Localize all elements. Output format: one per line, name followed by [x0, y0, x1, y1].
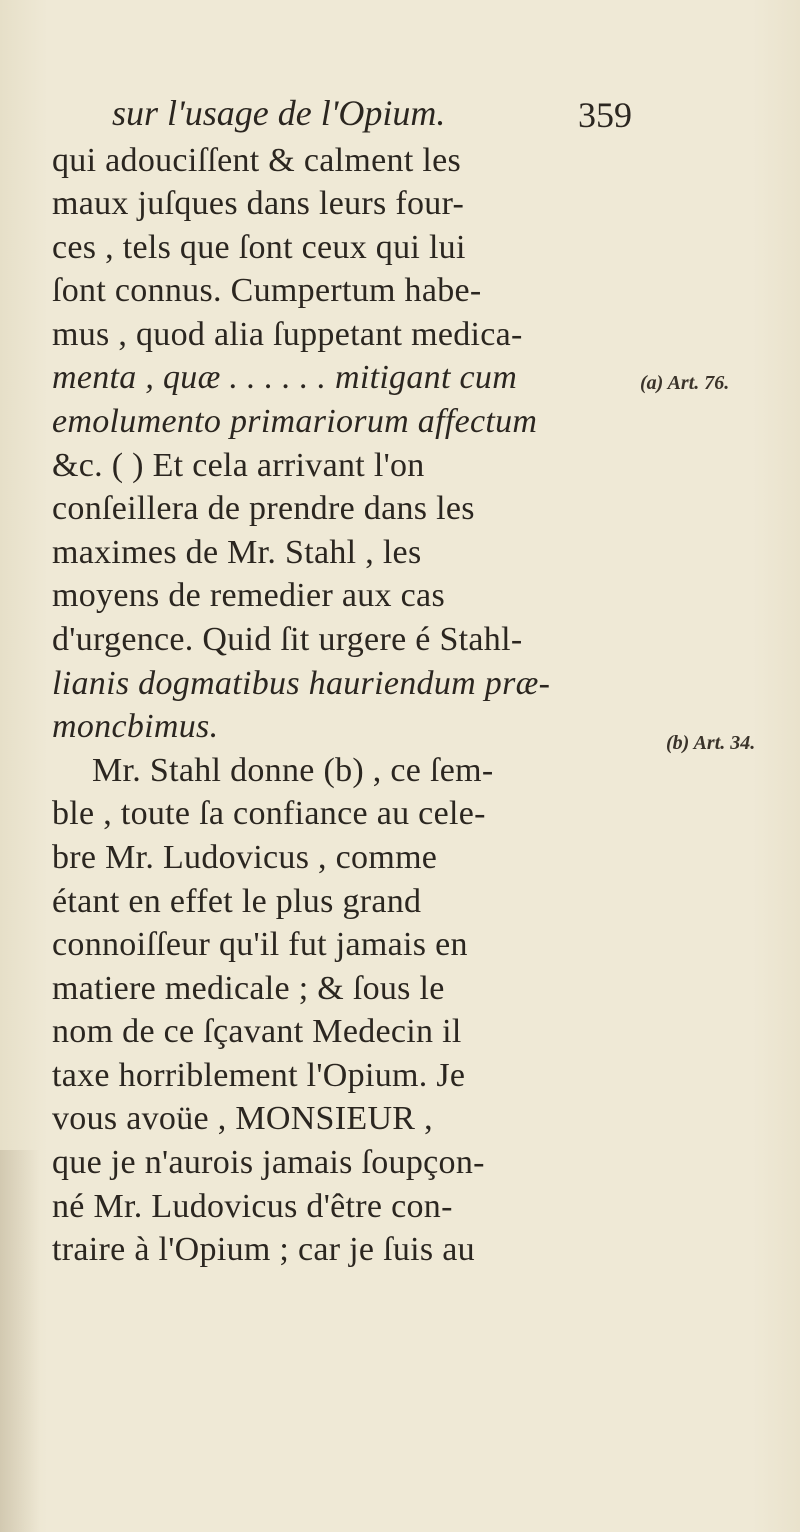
text-line: Mr. Stahl donne (b) , ce ſem-: [92, 751, 494, 789]
page-number: 359: [578, 95, 632, 135]
text-line: ſont connus. Cumpertum habe-: [52, 272, 482, 310]
text-line: taxe horriblement l'Opium. Je: [52, 1056, 466, 1094]
text-line: lianis dogmatibus hauriendum præ-: [52, 664, 551, 702]
text-line: d'urgence. Quid ſit urgere é Stahl-: [52, 620, 523, 658]
text-line: moncbimus.: [52, 708, 219, 746]
text-line: nom de ce ſçavant Medecin il: [52, 1013, 462, 1051]
text-line: emolumento primariorum affectum: [52, 402, 538, 440]
text-line: maximes de Mr. Stahl , les: [52, 533, 422, 571]
text-line: &c. ( ) Et cela arrivant l'on: [52, 446, 425, 484]
page-header: [112, 92, 632, 142]
text-line: étant en effet le plus grand: [52, 882, 422, 920]
text-line: qui adouciſſent & calment les: [52, 142, 462, 179]
text-line: traire à l'Opium ; car je ſuis au: [52, 1231, 475, 1269]
text-line: connoiſſeur qu'il fut jamais en: [52, 926, 468, 964]
page-edge-shadow: [0, 1150, 40, 1532]
text-line: conſeillera de prendre dans les: [52, 490, 475, 528]
running-title: sur l'usage de l'Opium.: [112, 93, 446, 133]
text-line: maux juſques dans leurs four-: [52, 185, 465, 222]
text-line: mus , quod alia ſuppetant medica-: [52, 315, 523, 353]
margin-note-a: (a) Art. 76.: [640, 372, 730, 394]
text-line: matiere medicale ; & ſous le: [52, 969, 445, 1007]
margin-note-b: (b) Art. 34.: [666, 732, 756, 754]
body-text: [52, 140, 634, 1272]
text-line: vous avoüe , MONSIEUR ,: [52, 1100, 433, 1138]
text-line: moyens de remedier aux cas: [52, 577, 445, 615]
text-line: ces , tels que ſont ceux qui lui: [52, 228, 466, 266]
text-line: né Mr. Ludovicus d'être con-: [52, 1187, 453, 1225]
text-line: menta , quæ . . . . . . mitigant cum: [52, 359, 518, 397]
text-line: bre Mr. Ludovicus , comme: [52, 838, 438, 876]
text-line: ble , toute ſa confiance au cele-: [52, 795, 486, 833]
text-line: que je n'aurois jamais ſoupçon-: [52, 1144, 485, 1182]
